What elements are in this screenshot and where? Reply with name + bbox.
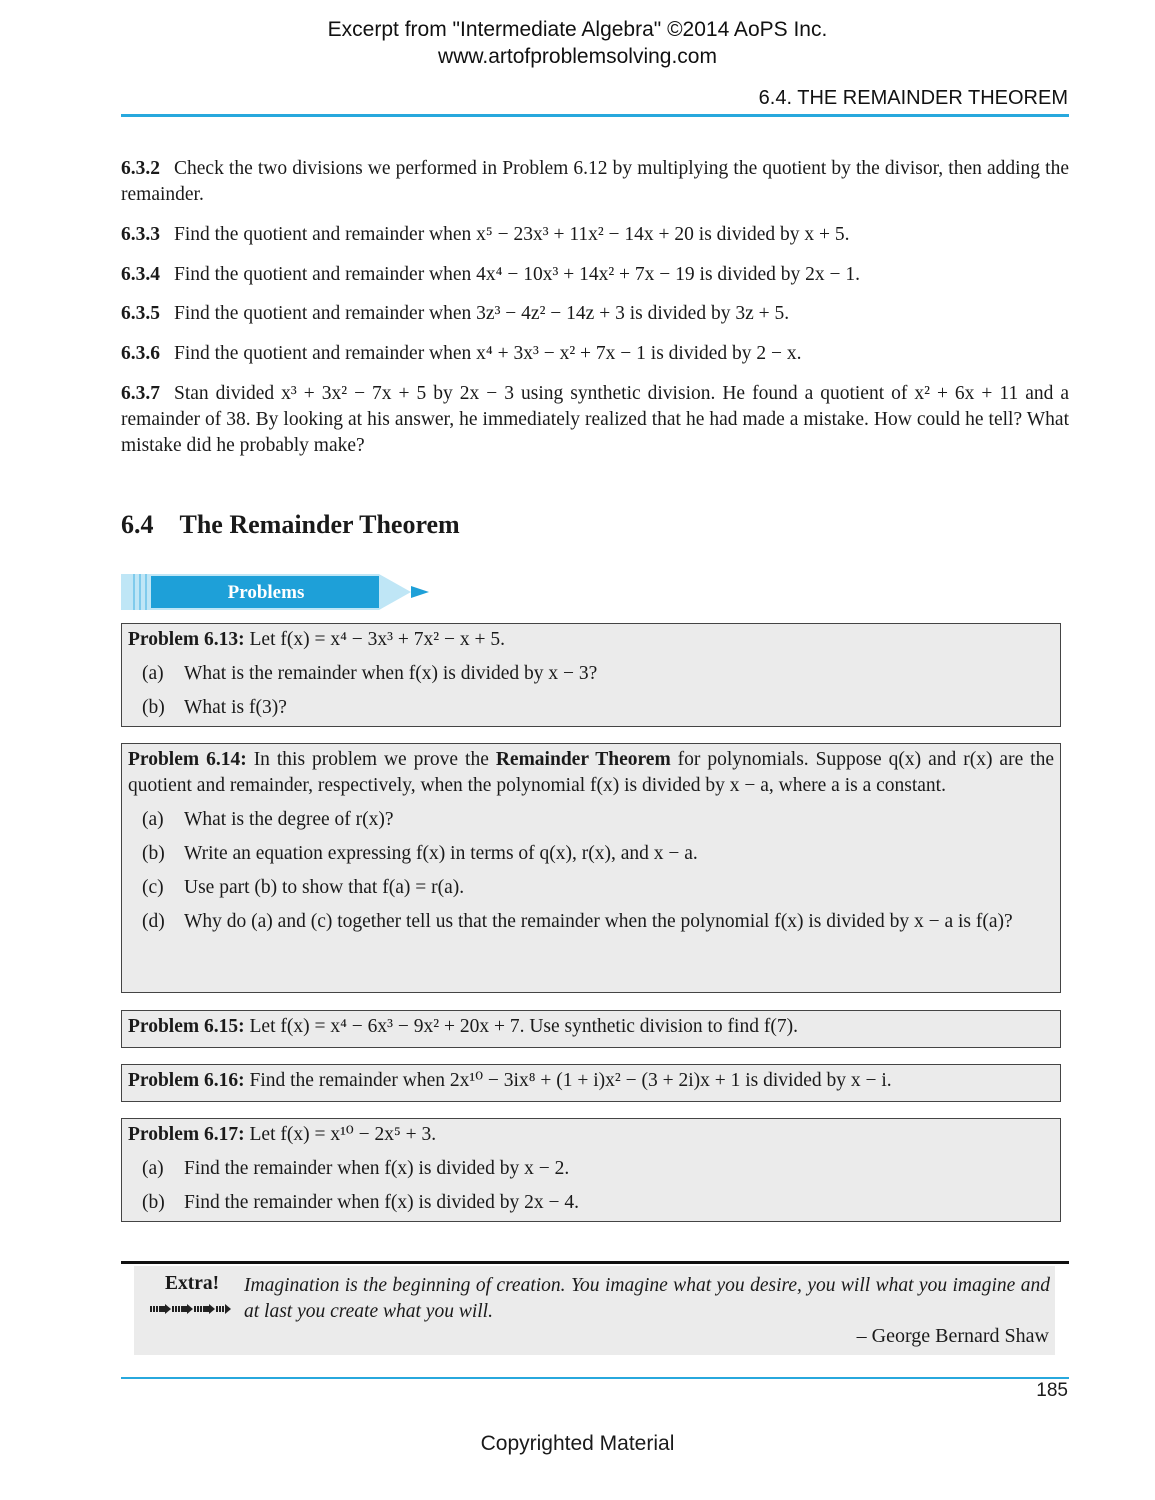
problem-label: Problem 6.13: [128, 629, 245, 650]
exercise-number: 6.3.6 [121, 343, 160, 364]
footer-rule [121, 1377, 1069, 1379]
problem-label: Problem 6.14: [128, 749, 247, 770]
problem-label: Problem 6.15: [128, 1016, 245, 1037]
exercise-number: 6.3.4 [121, 264, 160, 285]
problem-6-15 [121, 1010, 1061, 1048]
exercise-6-3-6 [121, 341, 1069, 367]
problem-label: Problem 6.16: [128, 1070, 245, 1091]
extra-label: Extra! [165, 1273, 220, 1294]
exercise-number: 6.3.2 [121, 158, 160, 179]
remainder-theorem-term: Remainder Theorem [495, 749, 671, 770]
problem-part: (d) Why do (a) and (c) together tell us that the remainder when the polynomial f(x) is divided by x − a is f(a)? [142, 911, 1013, 932]
excerpt-banner [0, 16, 1155, 70]
section-number: 6.4 [121, 510, 154, 539]
problem-6-13 [121, 623, 1061, 727]
problems-tab [121, 574, 431, 610]
problem-text: Let f(x) = x⁴ − 6x³ − 9x² + 20x + 7. Use synthetic division to find f(7). [249, 1016, 798, 1037]
problem-6-17 [121, 1118, 1061, 1222]
quote-author: – George Bernard Shaw [856, 1325, 1049, 1347]
section-title [121, 510, 460, 540]
exercise-text: Stan divided x³ + 3x² − 7x + 5 by 2x − 3 using synthetic division. He found a quotient of x² + 6x + 11 and a remainder of 38. By looking at his answer, he immediately realized that he had made a mistake. How could he tell? What mistake did he probably make? [121, 383, 1069, 456]
exercise-text: Find the quotient and remainder when x⁴ + 3x³ − x² + 7x − 1 is divided by 2 − x. [174, 343, 802, 364]
exercise-text: Find the quotient and remainder when 3z³ − 4z² − 14z + 3 is divided by 3z + 5. [174, 303, 790, 324]
banner-line-1: Excerpt from "Intermediate Algebra" ©2014 AoPS Inc. [327, 18, 828, 41]
problem-text: Find the remainder when 2x¹⁰ − 3ix⁸ + (1 + i)x² − (3 + 2i)x + 1 is divided by x − i. [249, 1070, 892, 1091]
banner-url[interactable]: www.artofproblemsolving.com [438, 45, 717, 68]
exercise-6-3-3 [121, 222, 1069, 248]
problem-text: Let f(x) = x⁴ − 3x³ + 7x² − x + 5. [249, 629, 505, 650]
copyright-notice: Copyrighted Material [480, 1432, 675, 1455]
running-header: 6.4. THE REMAINDER THEOREM [758, 87, 1068, 109]
exercise-6-3-4 [121, 262, 1069, 288]
problem-part: (a) What is the remainder when f(x) is divided by x − 3? [142, 663, 598, 684]
problem-text: Let f(x) = x¹⁰ − 2x⁵ + 3. [249, 1124, 437, 1145]
problem-part: (b) Find the remainder when f(x) is divided by 2x − 4. [142, 1192, 579, 1213]
exercise-6-3-2 [121, 156, 1069, 208]
problem-part: (b) Write an equation expressing f(x) in terms of q(x), r(x), and x − a. [142, 843, 698, 864]
arrow-chain-icon [150, 1302, 232, 1316]
exercise-text: Find the quotient and remainder when x⁵ − 23x³ + 11x² − 14x + 20 is divided by x + 5. [174, 224, 850, 245]
exercise-6-3-5 [121, 301, 1069, 327]
problem-part: (a) Find the remainder when f(x) is divided by x − 2. [142, 1158, 570, 1179]
exercise-6-3-7 [121, 381, 1069, 459]
exercise-number: 6.3.3 [121, 224, 160, 245]
page-number: 185 [1036, 1380, 1068, 1401]
extra-rule [121, 1261, 1069, 1264]
section-title-text: The Remainder Theorem [179, 510, 460, 539]
problem-6-16 [121, 1064, 1061, 1102]
exercise-text: Find the quotient and remainder when 4x⁴ − 10x³ + 14x² + 7x − 19 is divided by 2x − 1. [174, 264, 861, 285]
exercise-number: 6.3.5 [121, 303, 160, 324]
problem-6-14: Problem 6.14: In this problem we prove the Remainder Theorem for polynomials. Suppose q(x) and r(x) are the quotient and remainder, respectively, when the polynomial f(x) is divided by x − a, where a is a constant. (a) What is the degree of r(x)? (b) Write an equation expressing f(x) in terms of q(x), r(x), and x − a. (c) Use part (b) to show that f(a) = r(a). (d) Why do (a) and (c) together tell us that the remainder when the polynomial f(x) is divided by x − a is f(a)? [121, 743, 1061, 993]
problem-label: Problem 6.17: [128, 1124, 245, 1145]
problem-part: (c) Use part (b) to show that f(a) = r(a). [142, 877, 465, 898]
problems-tab-label: Problems [227, 582, 305, 603]
problem-part: (a) What is the degree of r(x)? [142, 809, 394, 830]
exercise-number: 6.3.7 [121, 383, 160, 404]
header-rule [121, 114, 1069, 117]
problem-part: (b) What is f(3)? [142, 697, 287, 718]
exercise-text: Check the two divisions we performed in Problem 6.12 by multiplying the quotient by the divisor, then adding the remainder. [121, 158, 1069, 205]
extra-quote: Imagination is the beginning of creation. You imagine what you desire, you will what you imagine and at last you create what you will. [244, 1275, 1050, 1322]
